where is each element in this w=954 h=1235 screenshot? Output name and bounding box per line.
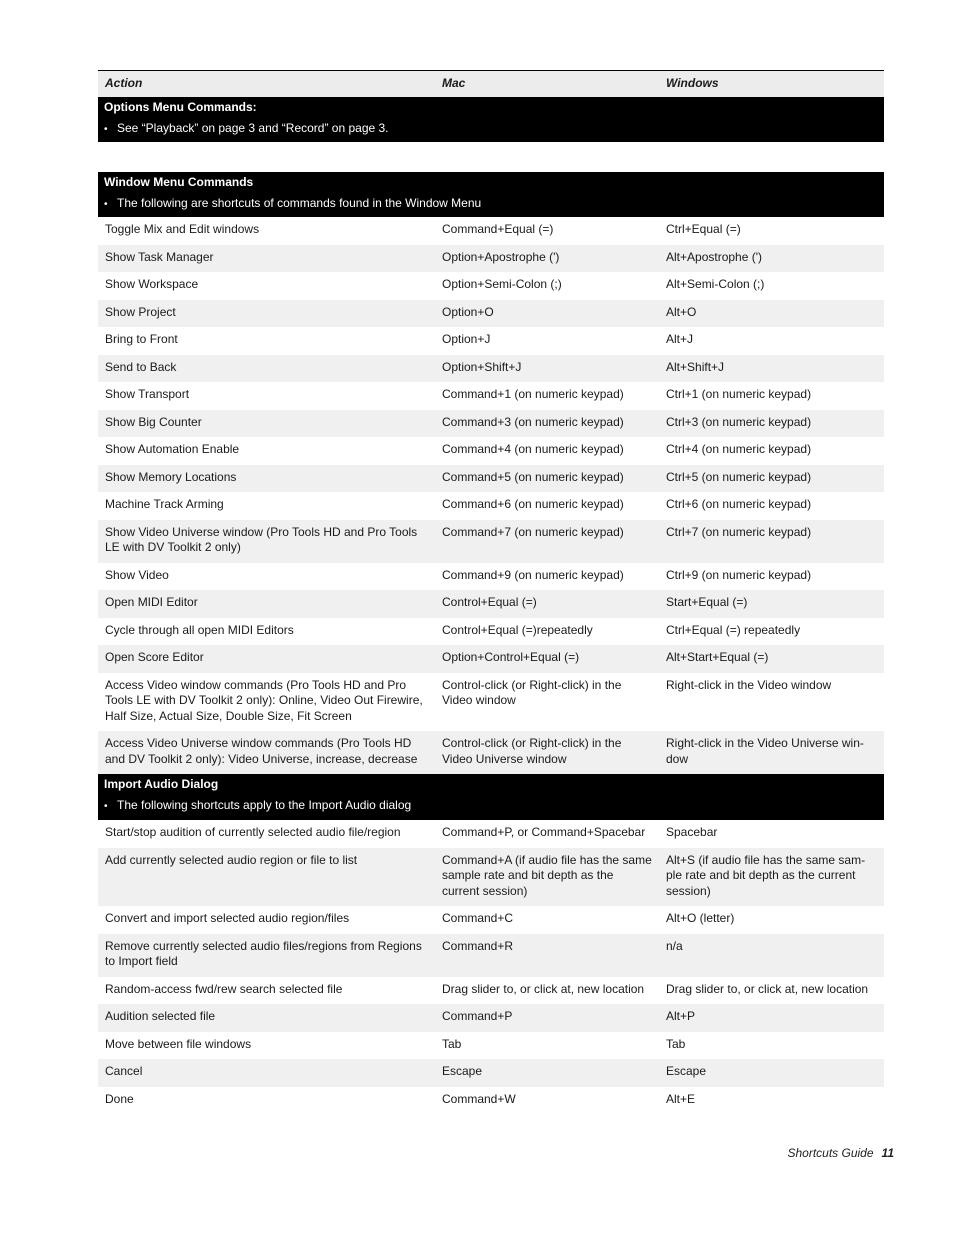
cell-action: Cancel [105,1064,143,1078]
import-section-header [98,774,884,820]
bullet-icon: • [104,199,108,210]
cell-action: Remove currently selected audio files/regions from Regions to Import field [105,938,422,968]
table-header [98,70,884,97]
cell-mac: Option+Apostrophe (') [442,249,560,264]
table-row [98,820,884,848]
window-rows [98,217,884,774]
cell-windows: Ctrl+4 (on numeric keypad) [666,442,812,456]
window-section-title: Window Menu Commands [104,175,254,189]
cell-action: Show Video Universe window (Pro Tools HD and Pro Tools LE with DV Toolkit 2 only) [105,524,418,554]
cell-mac: Command+3 (on numeric keypad) [442,414,624,429]
cell-action: Send to Back [105,359,177,374]
cell-action: Audition selected file [105,1009,216,1023]
cell-mac: Command+W [442,1091,516,1106]
table-row [98,1032,884,1060]
cell-windows: Alt+Start+Equal (=) [666,650,769,664]
header-action: Action [105,76,143,91]
cell-windows: Alt+P [666,1009,696,1023]
header-mac: Mac [442,76,466,91]
cell-action: Show Big Counter [105,414,202,429]
cell-mac: Option+O [442,304,494,319]
cell-mac: Drag slider to, or click at, new location [442,981,645,996]
cell-action: Access Video window commands (Pro Tools HD and Pro Tools LE with DV Toolkit 2 only): Online, Video Out Firewire, Half Size, Actual Size, Double Size, Fit Screen [105,677,423,723]
table-row [98,563,884,591]
cell-action: Move between file windows [105,1036,252,1051]
cell-mac: Control+Equal (=)repeatedly [442,622,593,637]
cell-windows: Right-click in the Video Universe win-dow [666,736,864,766]
table-row [98,492,884,520]
cell-mac: Escape [442,1064,483,1078]
table-row [98,410,884,438]
table-row [98,437,884,465]
table-row [98,1087,884,1115]
footer-guide-title: Shortcuts Guide [787,1146,874,1160]
cell-windows: Alt+J [666,332,694,346]
table-row [98,848,884,907]
page-number: 11 [881,1146,894,1160]
table-row [98,465,884,493]
table-row [98,520,884,563]
table-row [98,934,884,977]
table-row [98,300,884,328]
import-section-title: Import Audio Dialog [104,777,219,791]
cell-mac: Command+P [442,1009,513,1023]
table-row [98,382,884,410]
cell-windows: Ctrl+1 (on numeric keypad) [666,387,812,401]
table-row [98,355,884,383]
cell-windows: Alt+E [666,1091,696,1106]
cell-mac: Option+Semi-Colon (;) [442,277,562,291]
cell-windows: Alt+S (if audio file has the same sam-ple rate and bit depth as the current session) [666,852,866,898]
cell-action: Random-access fwd/rew search selected file [105,981,343,996]
cell-windows: Ctrl+3 (on numeric keypad) [666,414,812,429]
cell-action: Show Workspace [105,277,199,291]
cell-action: Done [105,1091,134,1106]
cell-windows: Ctrl+9 (on numeric keypad) [666,567,812,582]
cell-action: Machine Track Arming [105,497,224,511]
cell-action: Show Memory Locations [105,469,237,484]
cell-mac: Tab [442,1036,462,1051]
cell-action: Start/stop audition of currently selected audio file/region [105,825,401,839]
import-rows [98,820,884,1114]
cell-mac: Command+1 (on numeric keypad) [442,387,624,401]
cell-action: Convert and import selected audio region/files [105,911,350,925]
table-row [98,618,884,646]
cell-windows: Drag slider to, or click at, new location [666,981,869,996]
cell-windows: Alt+Apostrophe (') [666,249,763,264]
cell-mac: Option+Shift+J [442,359,522,374]
cell-windows: Start+Equal (=) [666,595,748,609]
cell-windows: Spacebar [666,825,718,839]
table-row [98,217,884,245]
shortcuts-table [98,70,884,1114]
cell-action: Show Video [105,567,169,582]
bullet-icon: • [104,801,108,812]
cell-windows: Alt+O (letter) [666,911,735,925]
cell-mac: Command+6 (on numeric keypad) [442,497,624,511]
cell-mac: Command+R [442,938,514,953]
options-section-note: • See “Playback” on page 3 and “Record” on page 3. [104,121,389,135]
cell-action: Bring to Front [105,332,178,346]
table-row [98,673,884,732]
cell-mac: Option+Control+Equal (=) [442,650,580,664]
window-section-header [98,172,884,217]
cell-windows: Alt+Shift+J [666,359,725,374]
cell-mac: Command+4 (on numeric keypad) [442,442,624,456]
section-gap [98,142,884,172]
cell-windows: Right-click in the Video window [666,677,832,692]
cell-action: Open MIDI Editor [105,595,198,609]
table-row [98,645,884,673]
bullet-icon: • [104,124,108,135]
cell-mac: Command+P, or Command+Spacebar [442,825,646,839]
cell-mac: Command+Equal (=) [442,222,554,236]
cell-mac: Option+J [442,332,491,346]
header-windows: Windows [666,76,719,91]
cell-windows: Escape [666,1064,707,1078]
options-section-title: Options Menu Commands: [104,100,257,114]
cell-windows: Alt+O [666,304,697,319]
cell-mac: Control-click (or Right-click) in the Video Universe window [442,736,622,766]
cell-action: Access Video Universe window commands (Pro Tools HD and DV Toolkit 2 only): Video Universe, increase, decrease [105,736,418,766]
table-row [98,272,884,300]
table-row [98,245,884,273]
cell-mac: Command+5 (on numeric keypad) [442,469,624,484]
table-row [98,731,884,774]
cell-mac: Command+7 (on numeric keypad) [442,524,624,539]
cell-action: Cycle through all open MIDI Editors [105,622,294,637]
cell-action: Show Project [105,304,176,319]
cell-action: Toggle Mix and Edit windows [105,222,260,236]
table-row [98,590,884,618]
window-section-note: • The following are shortcuts of commands found in the Window Menu [104,196,482,210]
cell-windows: Tab [666,1036,686,1051]
page-footer [787,1146,894,1160]
import-section-note: • The following shortcuts apply to the Import Audio dialog [104,798,412,812]
cell-mac: Control+Equal (=) [442,595,537,609]
table-row [98,977,884,1005]
cell-windows: n/a [666,938,683,953]
cell-action: Add currently selected audio region or file to list [105,852,358,867]
table-row [98,327,884,355]
cell-windows: Ctrl+Equal (=) repeatedly [666,622,801,637]
cell-action: Show Automation Enable [105,442,240,456]
cell-mac: Command+C [442,911,514,925]
cell-mac: Command+A (if audio file has the same sample rate and bit depth as the current session) [442,852,652,898]
cell-action: Open Score Editor [105,650,204,664]
cell-action: Show Transport [105,387,190,401]
table-row [98,906,884,934]
cell-windows: Alt+Semi-Colon (;) [666,277,765,291]
cell-windows: Ctrl+6 (on numeric keypad) [666,497,812,511]
cell-windows: Ctrl+Equal (=) [666,222,741,236]
table-row [98,1059,884,1087]
cell-action: Show Task Manager [105,249,214,264]
shortcuts-page [98,70,884,1114]
cell-mac: Control-click (or Right-click) in the Video window [442,677,622,707]
cell-windows: Ctrl+7 (on numeric keypad) [666,524,812,539]
cell-windows: Ctrl+5 (on numeric keypad) [666,469,812,484]
table-row [98,1004,884,1032]
cell-mac: Command+9 (on numeric keypad) [442,567,624,582]
options-section-header [98,97,884,142]
